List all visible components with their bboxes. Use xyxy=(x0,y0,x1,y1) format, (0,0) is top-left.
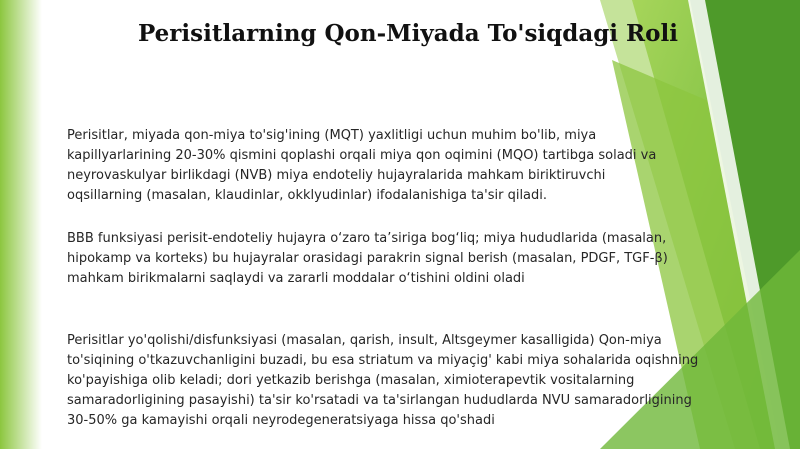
paragraph-line: BBB funksiyasi perisit-endoteliy hujayra o‘zaro ta’siriga bog‘liq; miya hududlarida (masalan, xyxy=(67,231,667,246)
paragraph-line: Perisitlar, miyada qon-miya to'sig'ining (MQT) yaxlitligi uchun muhim bo'lib, miya xyxy=(67,128,597,143)
paragraph-bbb-function xyxy=(67,229,767,289)
paragraph-line: Perisitlar yo'qolishi/disfunksiyasi (masalan, qarish, insult, Altsgeymer kasalligida) Qon-miya xyxy=(67,333,662,348)
left-green-strip xyxy=(0,0,42,449)
paragraph-pericyte-loss xyxy=(67,331,767,431)
paragraph-line: 30-50% ga kamayishi orqali neyrodegeneratsiyaga hissa qo'shadi xyxy=(67,413,495,428)
paragraph-line: ko'payishiga olib keladi; dori yetkazib berishga (masalan, ximioterapevtik vositalarning xyxy=(67,373,635,388)
paragraph-line: mahkam birikmalarni saqlaydi va zararli moddalar o‘tishini oldini oladi xyxy=(67,271,525,286)
paragraph-line: samaradorligining pasayishi) ta'sir ko'rsatadi va ta'sirlangan hududlarda NVU samaradorligining xyxy=(67,393,692,408)
paragraph-line: kapillyarlarining 20-30% qismini qoplashi orqali miya qon oqimini (MQO) tartibga soladi va xyxy=(67,148,657,163)
paragraph-line: neyrovaskulyar birlikdagi (NVB) miya endoteliy hujayralarida mahkam biriktiruvchi xyxy=(67,168,606,183)
paragraph-line: oqsillarning (masalan, klaudinlar, okklyudinlar) ifodalanishiga ta'sir qiladi. xyxy=(67,188,548,203)
paragraph-line: hipokamp va korteks) bu hujayralar orasidagi parakrin signal berish (masalan, PDGF, TGF-β) xyxy=(67,251,668,266)
slide-title: Perisitlarning Qon-Miyada To'siqdagi Roli xyxy=(138,20,678,47)
paragraph-line: to'siqining o'tkazuvchanligini buzadi, bu esa striatum va miyaçig' kabi miya sohalarida oqishning xyxy=(67,353,699,368)
paragraph-pericytes-bbb xyxy=(67,126,767,206)
